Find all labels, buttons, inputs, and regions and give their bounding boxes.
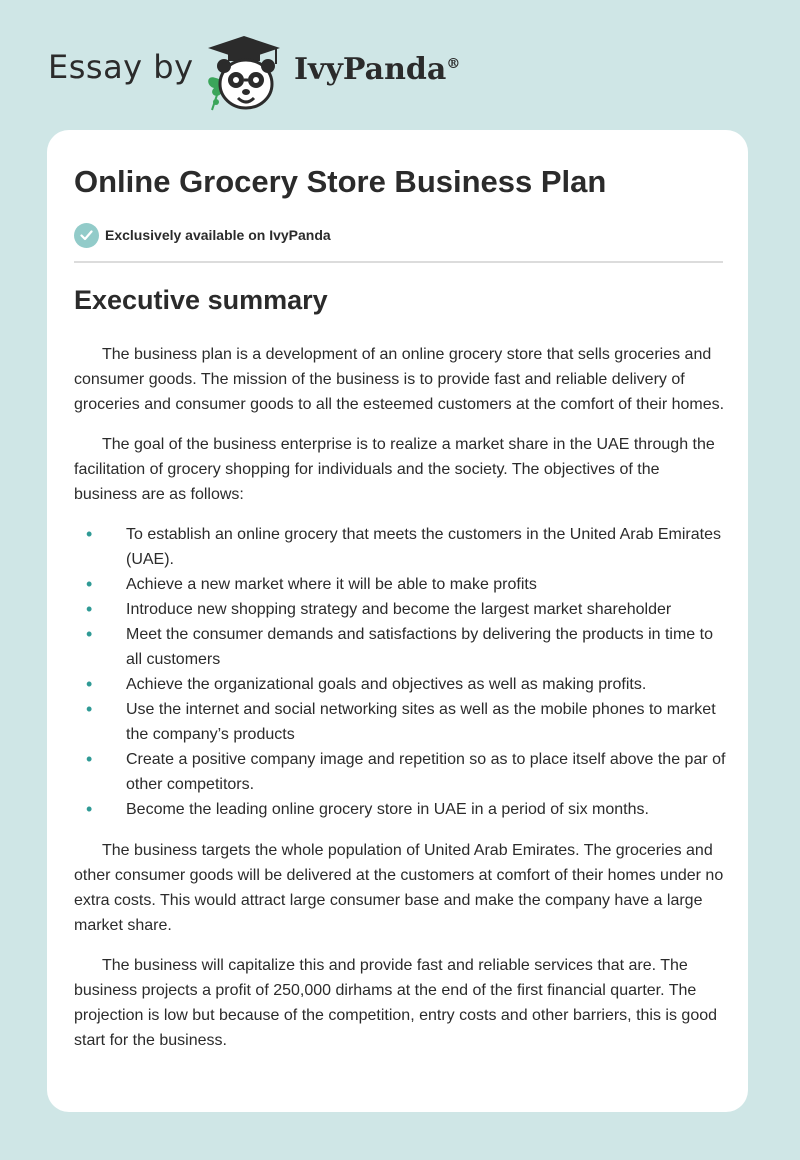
list-item: • To establish an online grocery that meets the customers in the United Arab Emirates (UAE).	[74, 522, 726, 572]
essay-by-label: Essay by	[48, 48, 194, 86]
divider	[74, 261, 723, 263]
page-title: Online Grocery Store Business Plan	[74, 164, 607, 199]
objectives-list	[74, 522, 726, 822]
list-item: • Achieve the organizational goals and objectives as well as making profits.	[74, 672, 726, 697]
paragraph: The business targets the whole population of United Arab Emirates. The groceries and other consumer goods will be delivered at the customers at comfort of their homes under no extra costs. This would attract large consumer base and make the company have a large market share.	[74, 842, 724, 934]
list-item: • Create a positive company image and repetition so as to place itself above the par of other competitors.	[74, 747, 726, 797]
list-item: • Become the leading online grocery store in UAE in a period of six months.	[74, 797, 726, 822]
badge-label: Exclusively available on IvyPanda	[105, 227, 331, 243]
panda-mascot-icon	[202, 34, 286, 112]
essay-card	[47, 130, 748, 1112]
paragraph: The business plan is a development of an online grocery store that sells groceries and consumer goods. The mission of the business is to provide fast and reliable delivery of groceries and consumer goods to all the esteemed customers at the comfort of their homes.	[74, 346, 725, 413]
site-header	[48, 30, 748, 110]
brand-name[interactable]: IvyPanda®	[294, 52, 461, 87]
section-heading: Executive summary	[74, 285, 328, 315]
list-item: • Achieve a new market where it will be able to make profits	[74, 572, 726, 597]
exclusive-badge	[74, 222, 331, 248]
list-item: • Introduce new shopping strategy and become the largest market shareholder	[74, 597, 726, 622]
checkmark-icon	[74, 223, 99, 248]
list-item: • Meet the consumer demands and satisfactions by delivering the products in time to all customers	[74, 622, 726, 672]
paragraph: The goal of the business enterprise is to realize a market share in the UAE through the facilitation of grocery shopping for individuals and the society. The objectives of the business are as follows:	[74, 436, 715, 503]
list-item: • Use the internet and social networking sites as well as the mobile phones to market the company’s products	[74, 697, 726, 747]
paragraph: The business will capitalize this and provide fast and reliable services that are. The business projects a profit of 250,000 dirhams at the end of the first financial quarter. The projection is low but because of the competition, entry costs and other barriers, this is good start for the business.	[74, 957, 718, 1049]
article-body	[74, 342, 726, 1068]
